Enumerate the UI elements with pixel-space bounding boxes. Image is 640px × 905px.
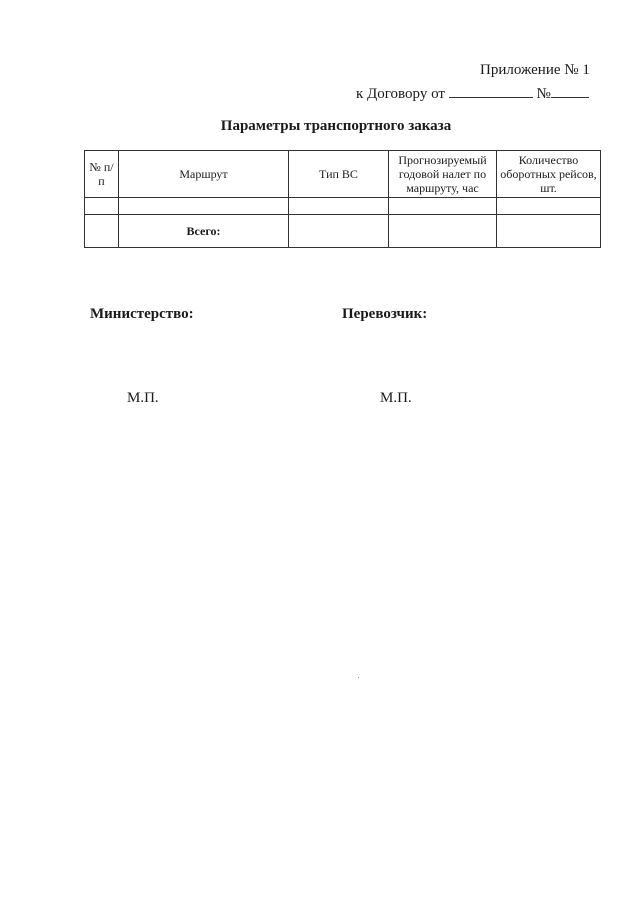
document-title: Параметры транспортного заказа bbox=[220, 118, 452, 134]
contract-number-label: № bbox=[536, 86, 551, 102]
table-cell bbox=[389, 215, 497, 248]
signature-ministry: Министерство: bbox=[90, 306, 194, 322]
signature-carrier: Перевозчик: bbox=[342, 306, 428, 322]
scan-speck bbox=[358, 677, 359, 678]
column-header-route: Маршрут bbox=[119, 151, 289, 198]
contract-number-blank bbox=[551, 84, 589, 98]
table-cell bbox=[85, 198, 119, 215]
table-cell bbox=[289, 198, 389, 215]
table-cell bbox=[289, 215, 389, 248]
stamp-place-carrier: М.П. bbox=[380, 390, 412, 406]
column-header-round-trips: Количество оборотных рейсов, шт. bbox=[497, 151, 601, 198]
total-label: Всего: bbox=[119, 215, 289, 248]
transport-order-table bbox=[84, 150, 601, 248]
appendix-label: Приложение № 1 bbox=[480, 62, 590, 78]
contract-prefix: к Договору от bbox=[356, 86, 445, 102]
table-cell bbox=[389, 198, 497, 215]
contract-date-blank bbox=[449, 84, 533, 98]
table-total-row bbox=[85, 215, 601, 248]
column-header-annual-flight-hours: Прогнозируемый годовой налет по маршруту, час bbox=[389, 151, 497, 198]
table-row bbox=[85, 198, 601, 215]
contract-reference bbox=[356, 84, 589, 103]
table-header-row bbox=[85, 151, 601, 198]
table-cell bbox=[85, 215, 119, 248]
stamp-place-ministry: М.П. bbox=[127, 390, 159, 406]
column-header-aircraft-type: Тип ВС bbox=[289, 151, 389, 198]
table-cell bbox=[497, 215, 601, 248]
column-header-number: № п/п bbox=[85, 151, 119, 198]
table-cell bbox=[119, 198, 289, 215]
table-cell bbox=[497, 198, 601, 215]
